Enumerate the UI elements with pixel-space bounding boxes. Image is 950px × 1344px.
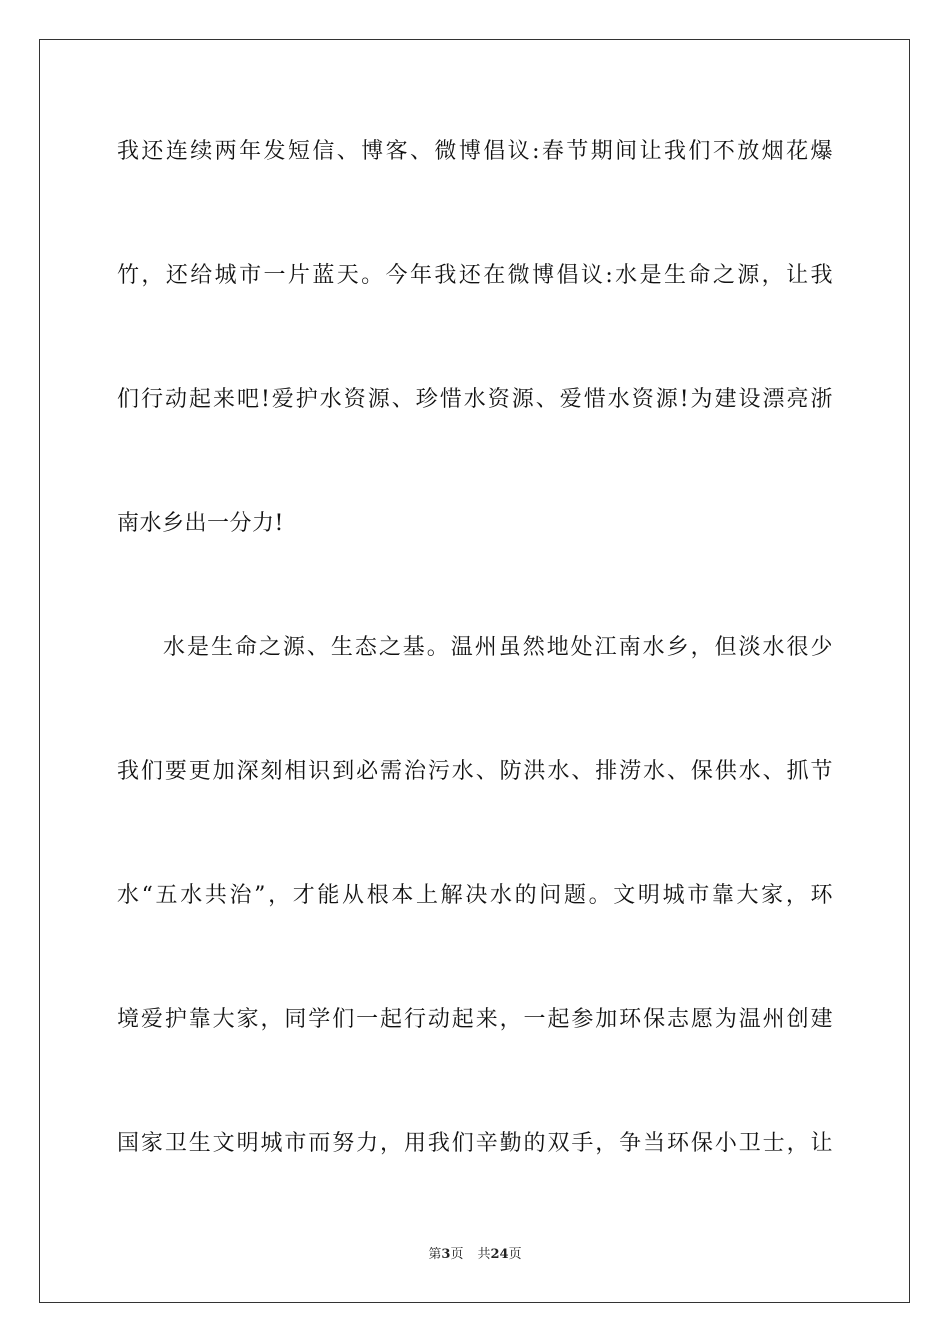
- text-line-7: 水“五水共治”，才能从根本上解决水的问题。文明城市靠大家，环: [117, 883, 833, 908]
- text-line-8: 境爱护靠大家，同学们一起行动起来，一起参加环保志愿为温州创建: [117, 1007, 833, 1032]
- text-line-3: 们行动起来吧!爱护水资源、珍惜水资源、爱惜水资源!为建设漂亮浙: [117, 387, 833, 412]
- total-suffix: 页: [508, 1247, 522, 1262]
- page-footer: [0, 1246, 950, 1264]
- page-border: [39, 39, 910, 1303]
- text-line-9: 国家卫生文明城市而努力，用我们辛勤的双手，争当环保小卫士，让: [117, 1131, 833, 1156]
- text-line-1: 我还连续两年发短信、博客、微博倡议:春节期间让我们不放烟花爆: [117, 139, 833, 164]
- page-number: 3: [441, 1247, 451, 1262]
- page-suffix: 页: [450, 1247, 464, 1262]
- total-pages: 24: [490, 1247, 509, 1262]
- text-line-6: 我们要更加深刻相识到必需治污水、防洪水、排涝水、保供水、抓节: [117, 759, 833, 784]
- page-prefix: 第: [428, 1247, 442, 1262]
- text-line-2: 竹，还给城市一片蓝天。今年我还在微博倡议:水是生命之源，让我: [117, 263, 833, 288]
- total-prefix: 共: [477, 1247, 491, 1262]
- paragraph-start-line: 水是生命之源、生态之基。温州虽然地处江南水乡，但淡水很少: [163, 635, 833, 660]
- text-line-4: 南水乡出一分力!: [117, 511, 284, 536]
